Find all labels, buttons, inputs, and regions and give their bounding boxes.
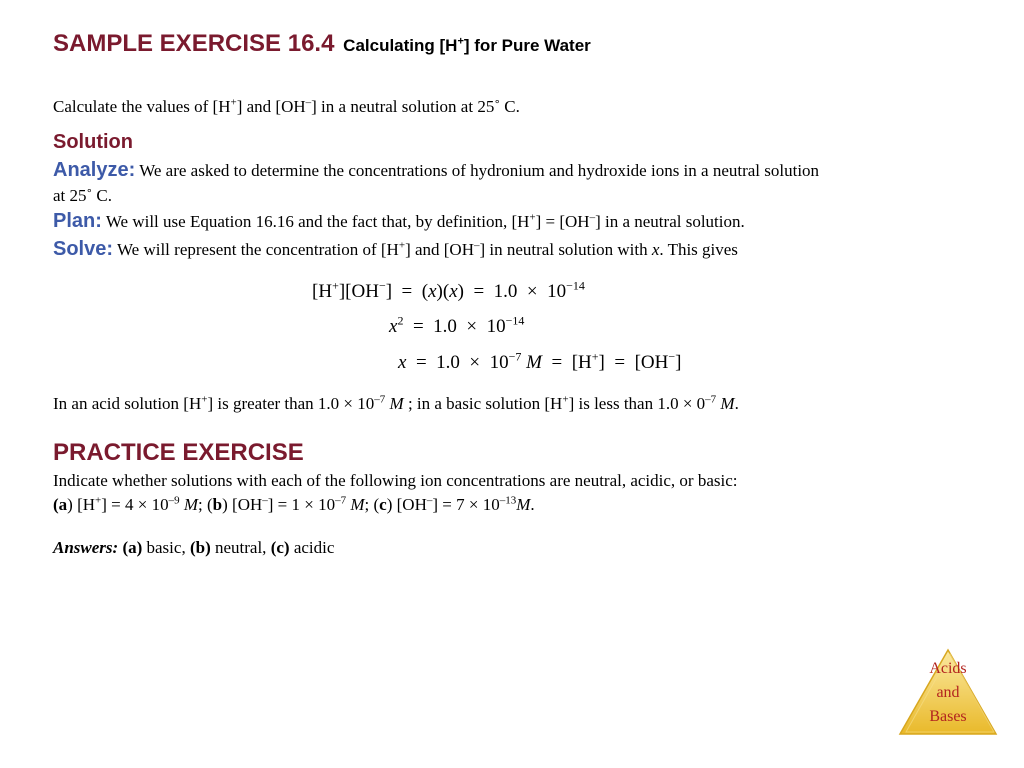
exercise-title <box>53 30 591 58</box>
analyze-line <box>53 159 819 182</box>
logo-line-1: Acids <box>929 660 967 677</box>
solve-label: Solve: <box>53 238 114 260</box>
problem-statement: Calculate the values of [H+] and [OH–] in a neutral solution at 25˚ C. <box>53 96 520 116</box>
equation-3: $x = 1.0 \times 10^{-7}$ M = [H+] = [OH−] <box>398 349 682 373</box>
practice-instruction: Indicate whether solutions with each of the following ion concentrations are neutral, acidic, or basic: <box>53 471 738 490</box>
logo-line-3: Bases <box>929 708 967 725</box>
answers-line <box>53 538 334 558</box>
equation-2: $x^2 = 1.0 \times 10^{-14}$ <box>389 313 525 337</box>
solve-line <box>53 238 738 261</box>
logo-line-2: and <box>936 684 960 701</box>
analyze-text-continued: at 25˚ C. <box>53 186 113 205</box>
analyze-label: Analyze: <box>53 159 136 181</box>
plan-label: Plan: <box>53 210 102 232</box>
plan-line <box>53 210 745 233</box>
analyze-text: We are asked to determine the concentrations of hydronium and hydroxide ions in a neutral solution <box>139 161 820 180</box>
acid-basic-note: In an acid solution [H+] is greater than $1.0 \times 10^{-7}$ M ; in a basic solution [H+] is less than $1.0 \times 0^{-7}$ M. <box>53 393 739 413</box>
plan-text: We will use Equation 16.16 and the fact that, by definition, [H+] = [OH–] in a neutral solution. <box>105 211 745 231</box>
answers-text: (a) basic, (b) neutral, (c) acidic <box>122 538 335 557</box>
exercise-subtitle: Calculating [H+] for Pure Water <box>338 35 591 55</box>
equation-1: $[H^+][OH^-] = (x)(x) = 1.0 \times 10^{-14}$ <box>312 278 585 302</box>
logo-label <box>898 657 998 729</box>
solution-heading: Solution <box>53 131 133 153</box>
answers-label: Answers: <box>53 538 119 557</box>
solve-text: We will represent the concentration of [H+] and [OH–] in neutral solution with x. This gives <box>116 239 738 259</box>
practice-heading: PRACTICE EXERCISE <box>53 439 304 466</box>
exercise-number: SAMPLE EXERCISE 16.4 <box>53 30 335 57</box>
practice-items: (a) $[H^+] = 4 \times 10^{-9}$ M; (b) $[OH^-] = 1 \times 10^{-7}$ M; (c) $[OH^-] = 7 \times 10^{-13}M$. <box>53 494 535 514</box>
